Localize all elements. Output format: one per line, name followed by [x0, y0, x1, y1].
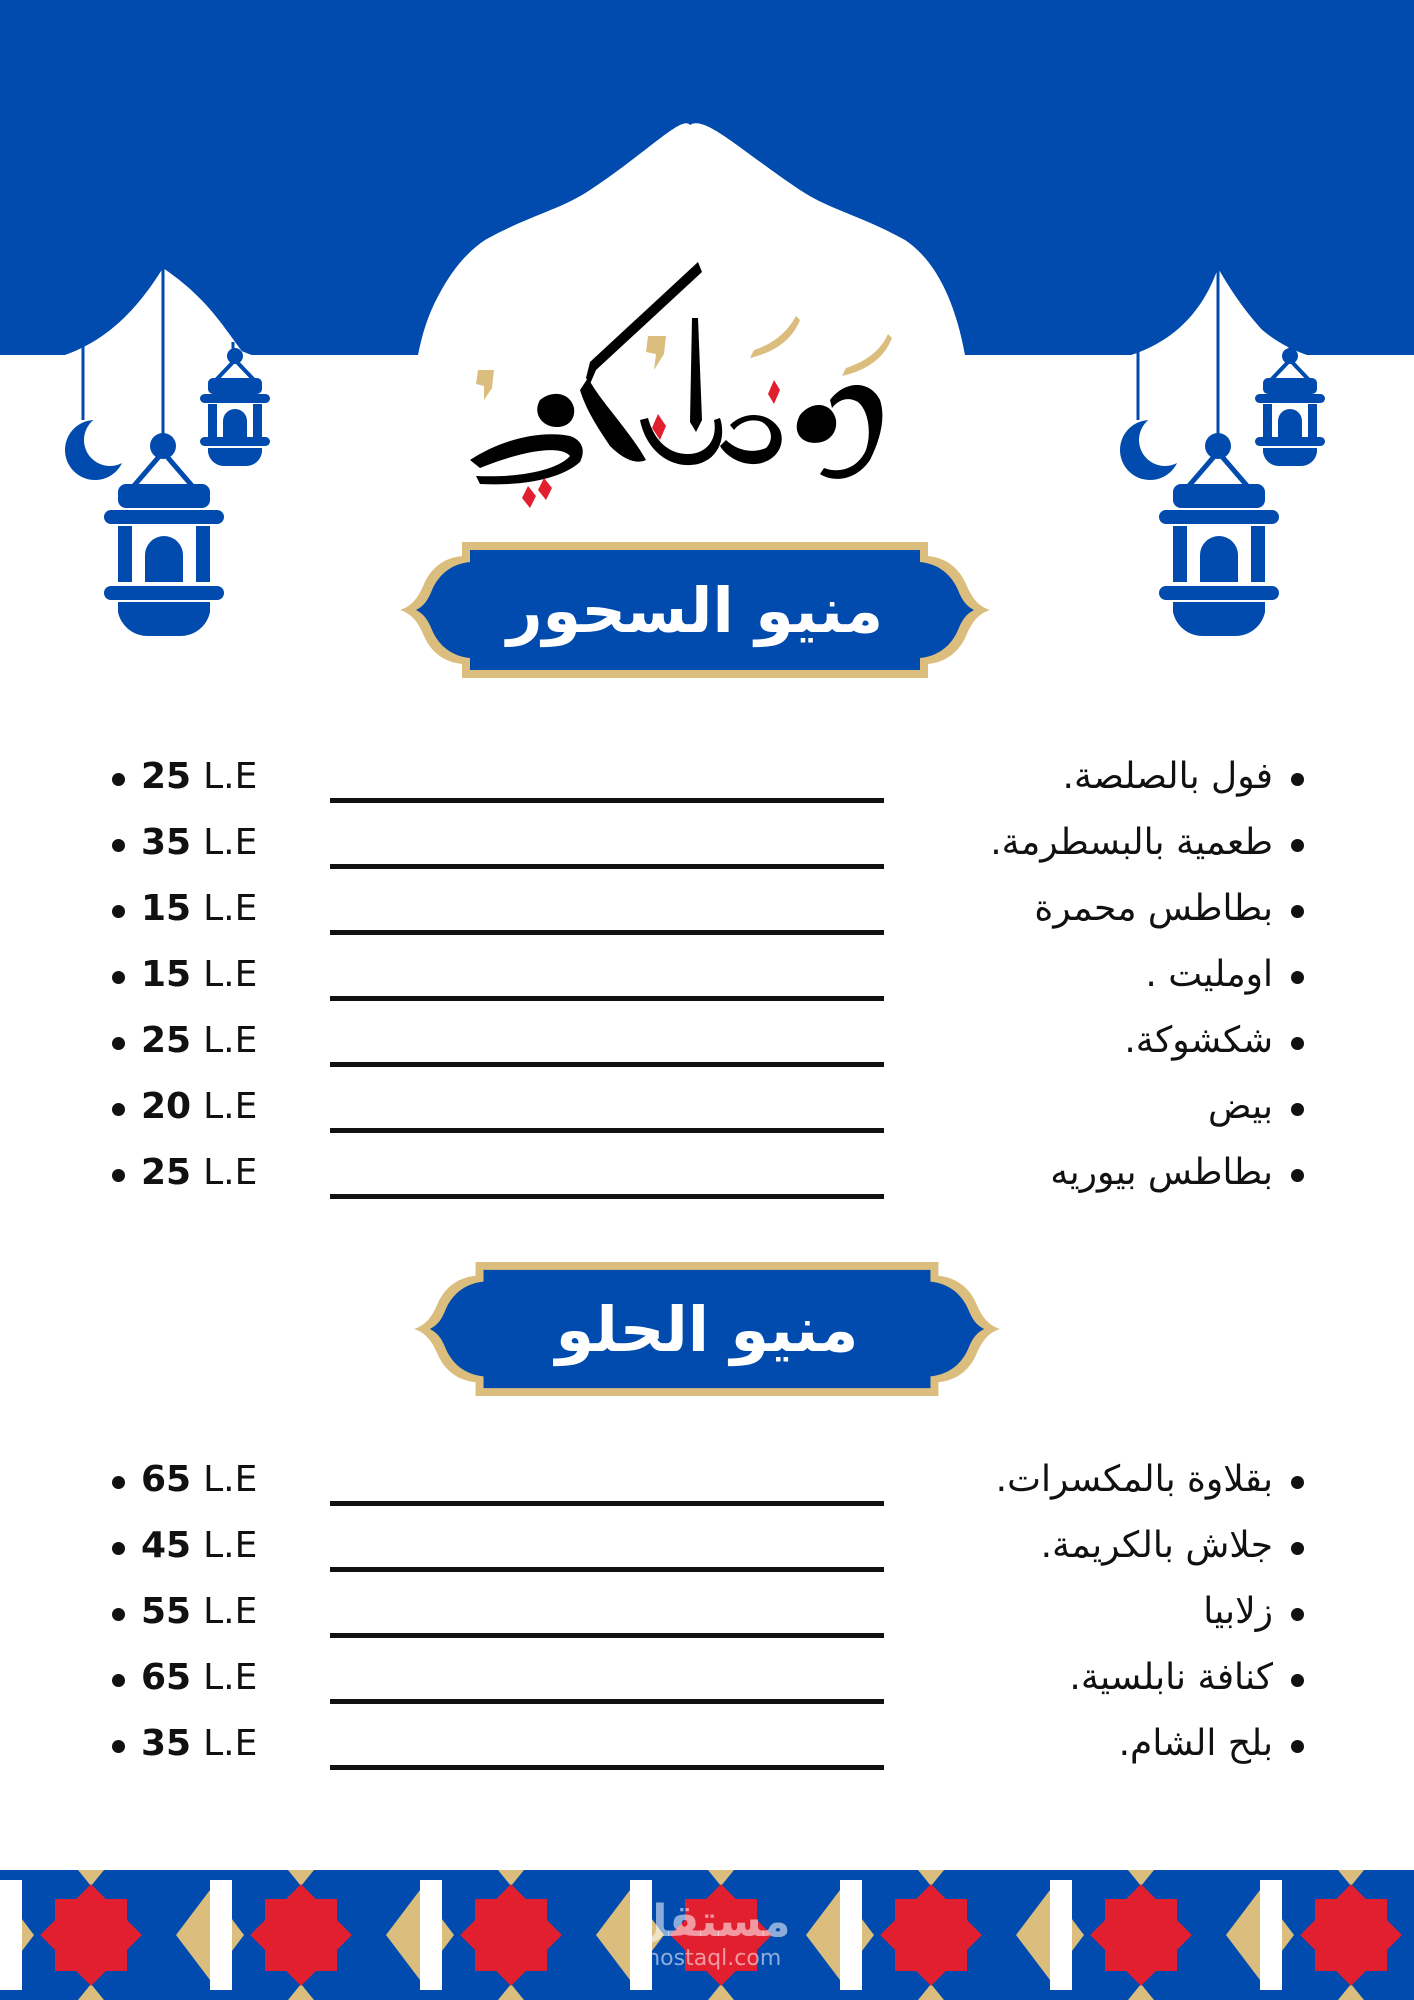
bullet-icon [112, 1103, 125, 1116]
price [112, 1517, 257, 1573]
bullet-icon [1291, 971, 1304, 984]
menu-row [0, 1078, 1414, 1144]
item-name [1069, 1649, 1304, 1705]
price-currency: L.E [203, 1656, 258, 1698]
leader-line [330, 1699, 884, 1704]
menu-row [0, 1144, 1414, 1210]
menu-row [0, 1649, 1414, 1715]
menu-row [0, 1715, 1414, 1781]
watermark-arabic: مستقل [629, 1896, 791, 1947]
bullet-icon [1291, 1169, 1304, 1182]
menu-row [0, 1451, 1414, 1517]
price-amount: 20 [141, 1085, 192, 1127]
bullet-icon [112, 1476, 125, 1489]
bullet-icon [1291, 773, 1304, 786]
item-name [1203, 1583, 1304, 1639]
item-name [1050, 1144, 1304, 1200]
item-label: بقلاوة بالمكسرات. [995, 1458, 1273, 1500]
item-label: جلاش بالكريمة. [1040, 1524, 1273, 1566]
menu-row [0, 748, 1414, 814]
price-currency: L.E [203, 887, 258, 929]
price [112, 1144, 257, 1200]
item-name [1124, 1012, 1304, 1068]
price-currency: L.E [203, 953, 258, 995]
price-currency: L.E [203, 755, 258, 797]
leader-line [330, 1501, 884, 1506]
bullet-icon [1291, 1476, 1304, 1489]
price [112, 1715, 257, 1771]
watermark [620, 1885, 800, 1985]
price-currency: L.E [203, 1590, 258, 1632]
price [112, 946, 257, 1002]
bullet-icon [112, 1169, 125, 1182]
bullet-icon [112, 1740, 125, 1753]
item-label: بطاطس بيوريه [1050, 1151, 1273, 1193]
item-label: فول بالصلصة. [1062, 755, 1273, 797]
leader-line [330, 1062, 884, 1067]
large-lantern-icon [104, 433, 224, 636]
small-lantern-icon [1255, 348, 1325, 466]
leader-line [330, 1194, 884, 1199]
price [112, 1012, 257, 1068]
crescent-moon-icon [65, 414, 136, 480]
item-label: بطاطس محمرة [1034, 887, 1273, 929]
small-lantern-icon [200, 348, 270, 466]
ramadan-kareem-calligraphy [440, 250, 960, 510]
item-label: بلح الشام. [1118, 1722, 1273, 1764]
menu-row [0, 814, 1414, 880]
price-amount: 25 [141, 755, 192, 797]
price-amount: 15 [141, 887, 192, 929]
bullet-icon [112, 905, 125, 918]
price-amount: 15 [141, 953, 192, 995]
item-name [996, 1451, 1304, 1507]
price-currency: L.E [203, 1085, 258, 1127]
price-currency: L.E [203, 1722, 258, 1764]
leader-line [330, 864, 884, 869]
price [112, 1649, 257, 1705]
dessert-menu-banner [414, 1260, 1000, 1398]
suhoor-menu-title: منيو السحور [506, 573, 884, 647]
bullet-icon [1291, 1674, 1304, 1687]
leader-line [330, 1567, 884, 1572]
price-amount: 55 [141, 1590, 192, 1632]
price [112, 1078, 257, 1134]
price-amount: 45 [141, 1524, 192, 1566]
leader-line [330, 996, 884, 1001]
price [112, 1583, 257, 1639]
item-label: شكشوكة. [1124, 1019, 1273, 1061]
item-label: كنافة نابلسية. [1069, 1656, 1273, 1698]
bullet-icon [1291, 1542, 1304, 1555]
watermark-latin: mostaql.com [638, 1946, 782, 1971]
price [112, 1451, 257, 1507]
item-name [1063, 748, 1304, 804]
price-amount: 35 [141, 821, 192, 863]
suhoor-menu-banner [400, 540, 990, 680]
large-lantern-icon [1159, 433, 1279, 636]
item-name [1034, 880, 1304, 936]
bullet-icon [112, 971, 125, 984]
bullet-icon [1291, 905, 1304, 918]
price-currency: L.E [203, 1524, 258, 1566]
leader-line [330, 798, 884, 803]
price [112, 748, 257, 804]
price-currency: L.E [203, 1458, 258, 1500]
dessert-menu-title: منيو الحلو [555, 1292, 859, 1366]
bullet-icon [1291, 1037, 1304, 1050]
price-currency: L.E [203, 1151, 258, 1193]
leader-line [330, 1128, 884, 1133]
price-amount: 25 [141, 1019, 192, 1061]
item-name [1145, 946, 1304, 1002]
menu-row [0, 880, 1414, 946]
price [112, 880, 257, 936]
bullet-icon [112, 839, 125, 852]
leader-line [330, 1765, 884, 1770]
menu-row [0, 1583, 1414, 1649]
price-currency: L.E [203, 1019, 258, 1061]
price-amount: 65 [141, 1458, 192, 1500]
bullet-icon [112, 1542, 125, 1555]
item-name [1119, 1715, 1304, 1771]
price [112, 814, 257, 870]
bullet-icon [1291, 1608, 1304, 1621]
price-amount: 25 [141, 1151, 192, 1193]
item-label: طعمية بالبسطرمة. [990, 821, 1273, 863]
menu-row [0, 1517, 1414, 1583]
price-currency: L.E [203, 821, 258, 863]
item-name [1041, 1517, 1304, 1573]
bullet-icon [112, 1037, 125, 1050]
menu-row [0, 946, 1414, 1012]
bullet-icon [1291, 1740, 1304, 1753]
crescent-moon-icon [1120, 414, 1191, 480]
item-name [1208, 1078, 1304, 1134]
item-label: زلابيا [1203, 1590, 1273, 1632]
price-amount: 35 [141, 1722, 192, 1764]
item-name [990, 814, 1304, 870]
item-label: بيض [1208, 1085, 1273, 1127]
leader-line [330, 1633, 884, 1638]
item-label: اومليت . [1145, 953, 1273, 995]
price-amount: 65 [141, 1656, 192, 1698]
bullet-icon [112, 773, 125, 786]
bullet-icon [112, 1608, 125, 1621]
bullet-icon [1291, 1103, 1304, 1116]
menu-row [0, 1012, 1414, 1078]
bullet-icon [1291, 839, 1304, 852]
bullet-icon [112, 1674, 125, 1687]
leader-line [330, 930, 884, 935]
